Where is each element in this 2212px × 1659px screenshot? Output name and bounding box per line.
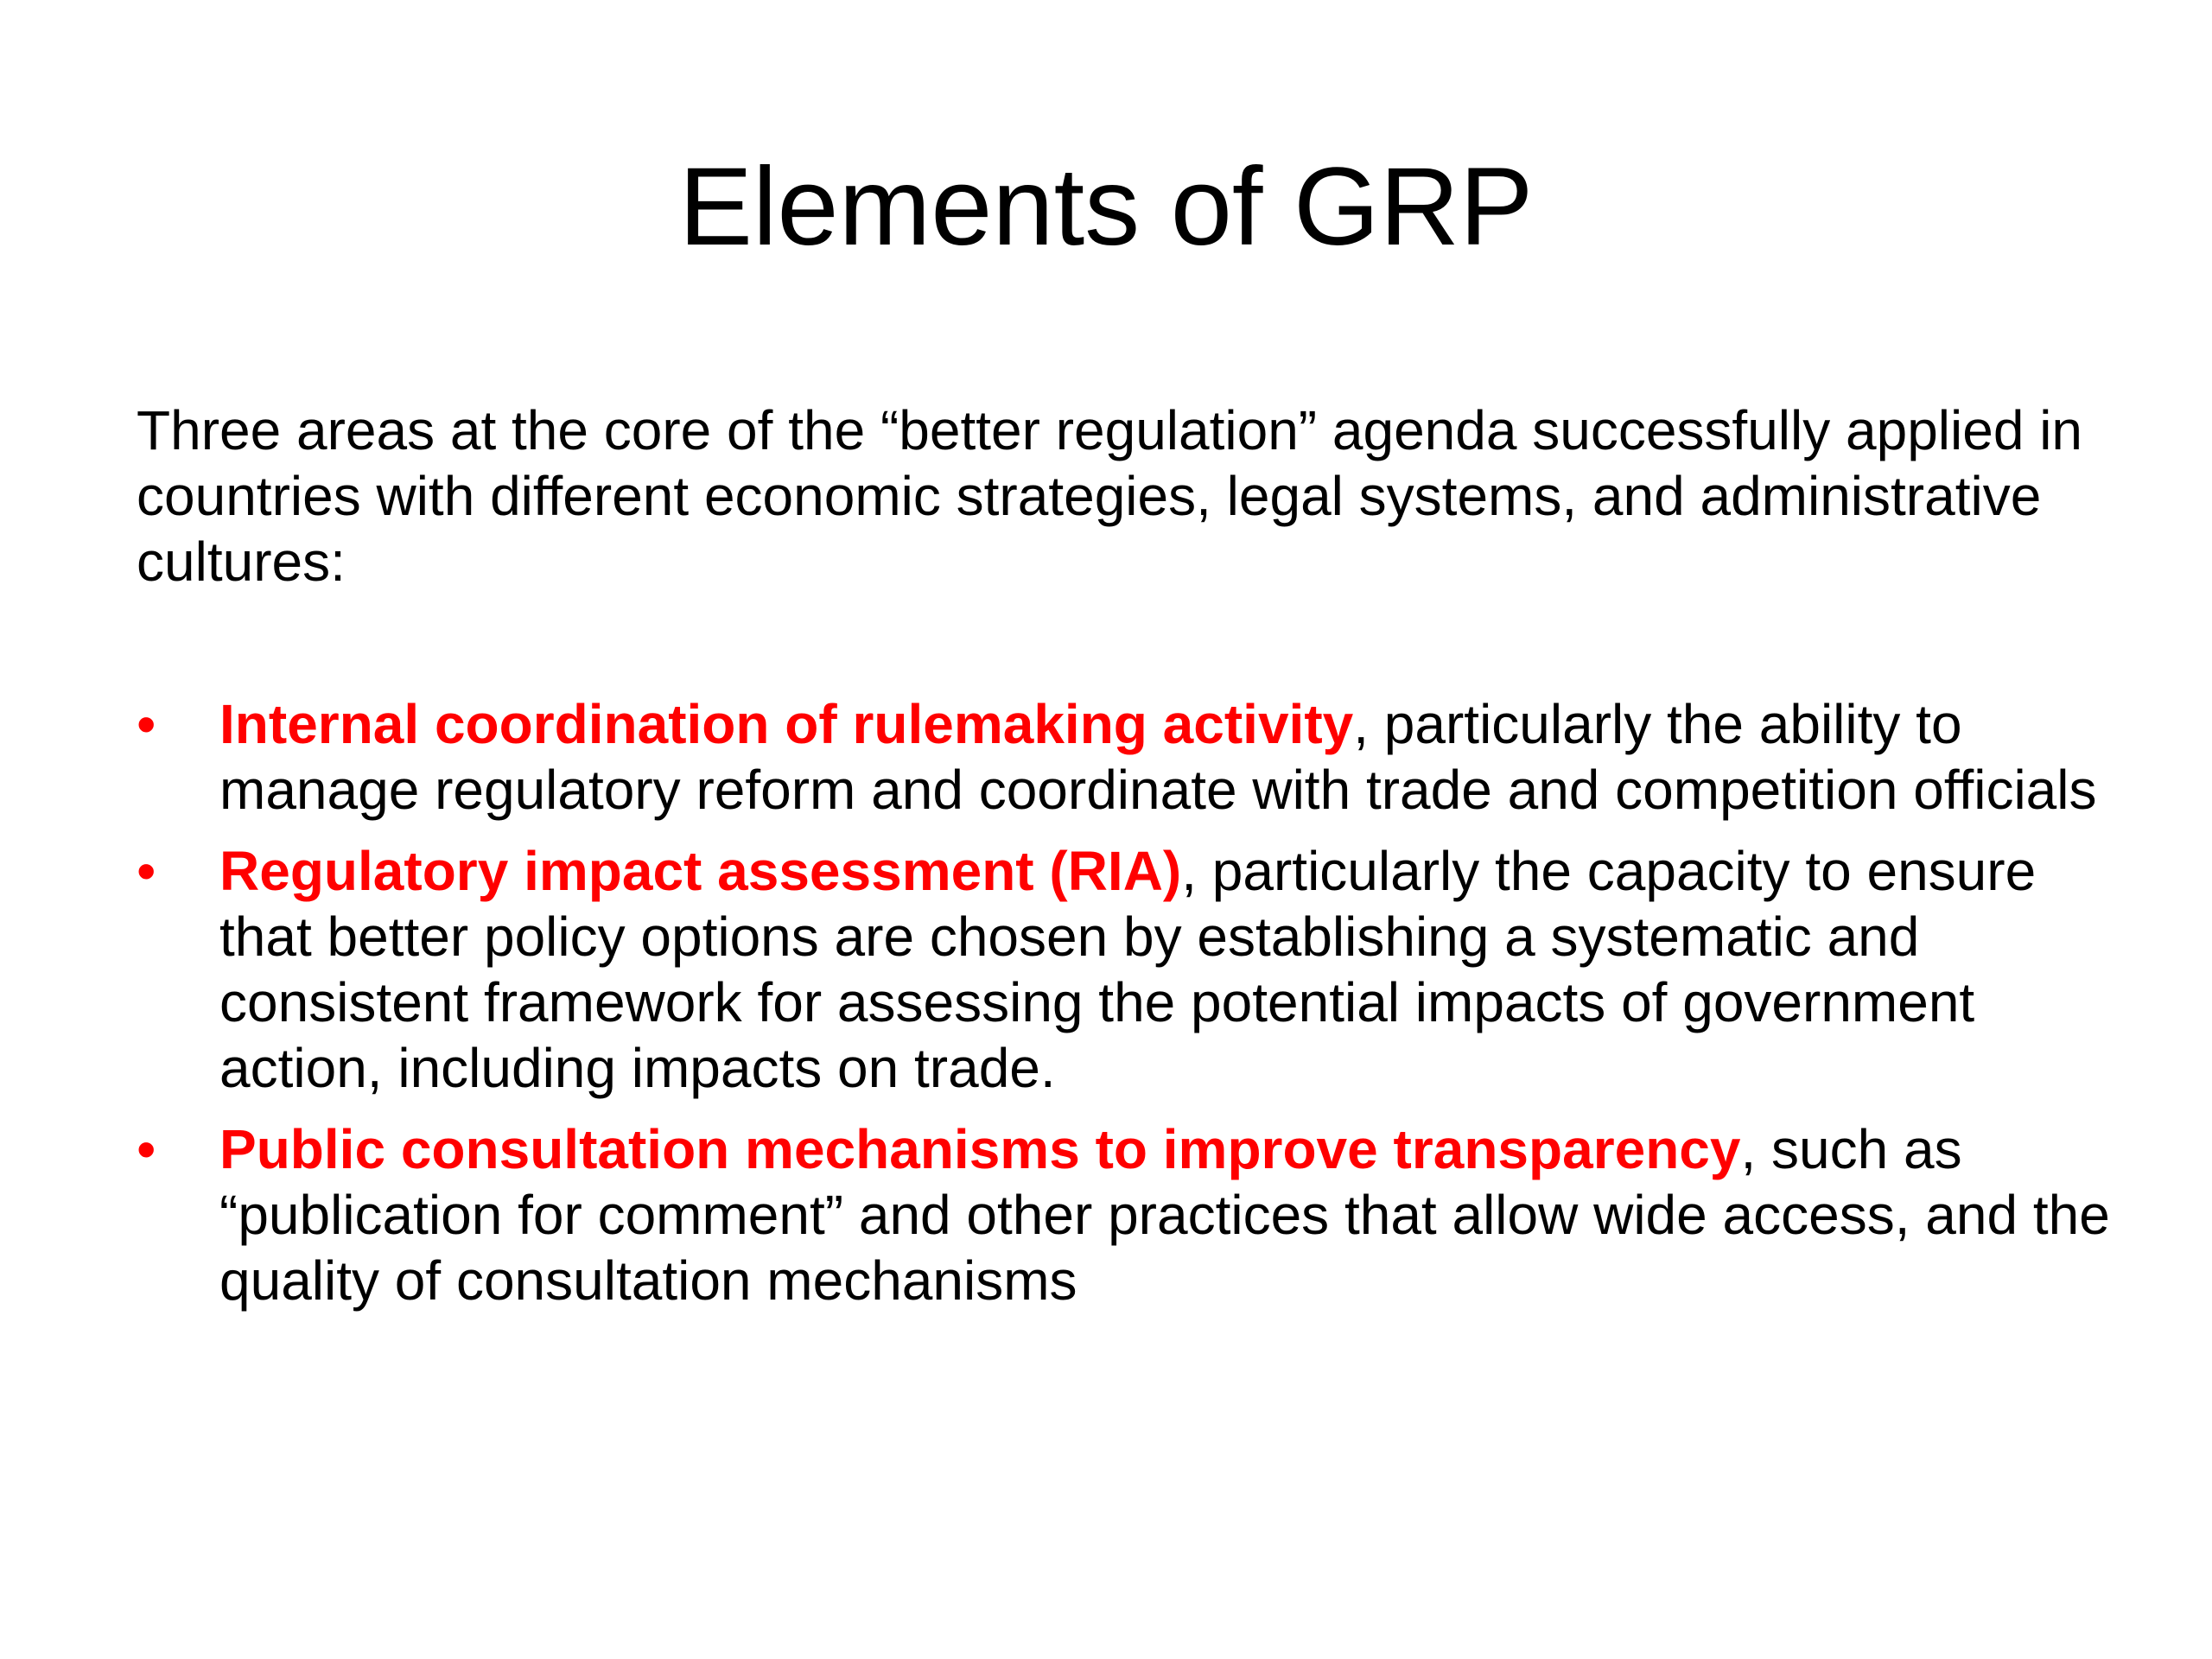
bullet-highlight: Internal coordination of rulemaking activity	[219, 693, 1354, 755]
bullet-dot-icon: •	[137, 840, 156, 902]
intro-paragraph: Three areas at the core of the “better regulation” agenda successfully applied in countries with different economic strategies, legal systems, and administrative cultures:	[137, 399, 2082, 593]
bullet-text: , particularly the capacity to ensure that better policy options are chosen by establishing a systematic and consistent framework for assessing the potential impacts of government action, including impacts on trade.	[219, 840, 2037, 1099]
bullet-text: , such as “publication for comment” and other practices that allow wide access, and the quality of consultation mechanisms	[219, 1118, 2110, 1312]
bullet-list	[137, 691, 2124, 1329]
bullet-item-consultation	[137, 1116, 2124, 1313]
bullet-item-ria	[137, 838, 2124, 1101]
slide-title: Elements of GRP	[678, 145, 1534, 269]
bullet-dot-icon: •	[137, 693, 156, 755]
bullet-text: , particularly the ability to manage regulatory reform and coordinate with trade and competition officials	[219, 693, 2097, 821]
bullet-dot-icon: •	[137, 1118, 156, 1180]
bullet-highlight: Regulatory impact assessment (RIA)	[219, 840, 1182, 902]
bullet-highlight: Public consultation mechanisms to improve transparency	[219, 1118, 1741, 1180]
bullet-item-coordination	[137, 691, 2124, 823]
